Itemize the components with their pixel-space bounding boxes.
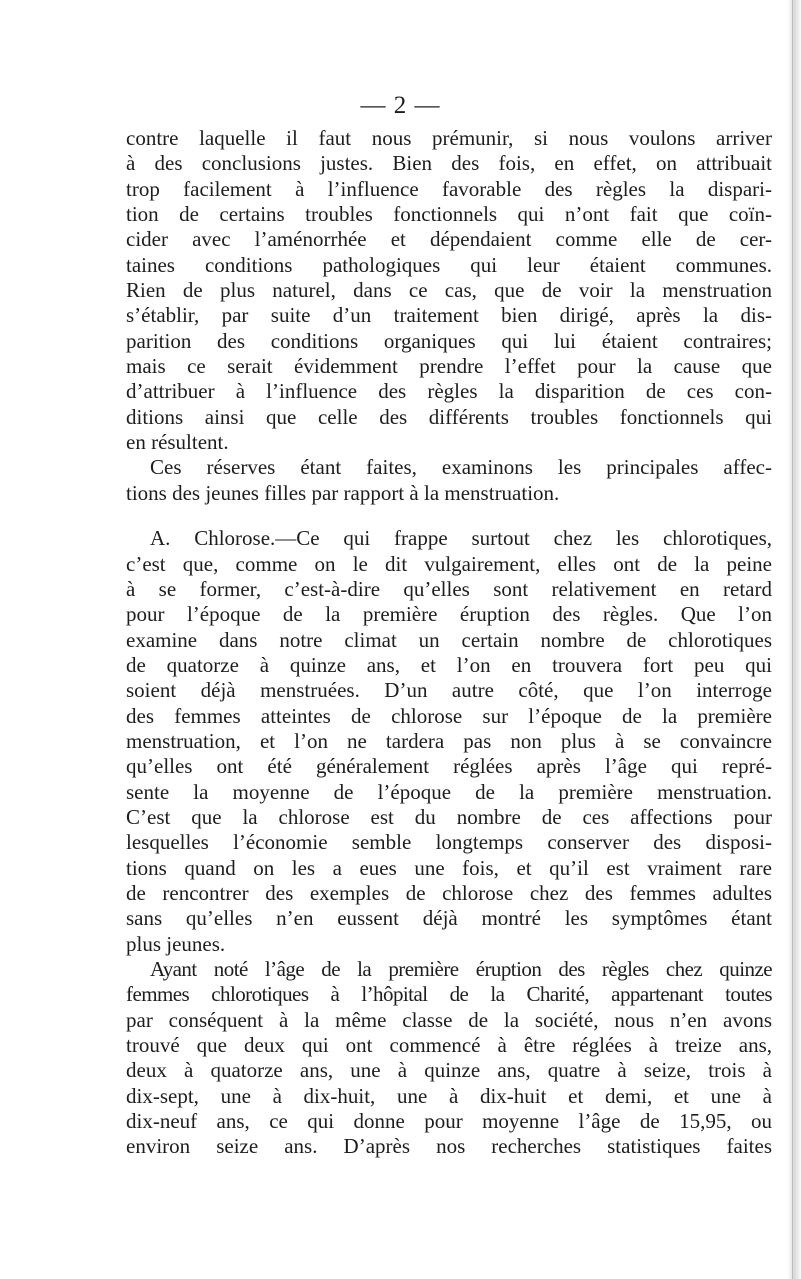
text-line: en résultent.	[126, 430, 229, 455]
text-line: contre laquelle il faut nous prémunir, si nous voulons arriver	[126, 126, 772, 150]
paragraph-1	[126, 126, 772, 455]
text-line: à se former, c’est-à-dire qu’elles sont relativement en retard	[126, 576, 772, 601]
page-number: — 2 —	[360, 92, 441, 119]
text-line: Ces réserves étant faites, examinons les principales affec-	[150, 455, 772, 480]
text-line: trouvé que deux qui ont commencé à être réglées à treize ans,	[126, 1033, 772, 1058]
paragraph-4	[126, 957, 772, 1160]
paragraph-3	[126, 526, 772, 957]
page-edge-shadow	[787, 0, 801, 1279]
paragraph-gap	[126, 506, 772, 526]
text-line: sente la moyenne de l’époque de la première menstruation.	[126, 779, 772, 804]
text-line: deux à quatorze ans, une à quinze ans, quatre à seize, trois à	[126, 1058, 772, 1083]
text-line: tions quand on les a eues une fois, et qu’il est vraiment rare	[126, 855, 772, 880]
text-line: trop facilement à l’influence favorable des règles la dispari-	[126, 176, 772, 201]
text-line: sans qu’elles n’en eussent déjà montré les symptômes étant	[126, 906, 772, 931]
text-line: dix-sept, une à dix-huit, une à dix-huit et demi, et une à	[126, 1083, 772, 1108]
text-line: c’est que, comme on le dit vulgairement, elles ont de la peine	[126, 551, 772, 576]
text-line: d’attribuer à l’influence des règles la disparition de ces con-	[126, 379, 772, 404]
text-line: Ayant noté l’âge de la première éruption des règles chez quinze	[150, 957, 772, 981]
text-line: à des conclusions justes. Bien des fois, en effet, on attribuait	[126, 151, 772, 176]
text-line: ditions ainsi que celle des différents troubles fonctionnels qui	[126, 404, 772, 429]
paragraph-2	[126, 455, 772, 506]
text-line: examine dans notre climat un certain nombre de chlorotiques	[126, 627, 772, 652]
text-line: soient déjà menstruées. D’un autre côté, que l’on interroge	[126, 678, 772, 703]
text-line: tions des jeunes filles par rapport à la menstruation.	[126, 480, 560, 505]
body-text	[126, 126, 772, 1160]
text-line: tion de certains troubles fonctionnels qui n’ont fait que coïn-	[126, 202, 772, 227]
text-line: environ seize ans. D’après nos recherches statistiques faites	[126, 1134, 772, 1159]
page-edge-line	[792, 0, 793, 1279]
text-line: mais ce serait évidemment prendre l’effet pour la cause que	[126, 354, 772, 379]
text-line: femmes chlorotiques à l’hôpital de la Charité, appartenant toutes	[126, 982, 772, 1007]
text-line: pour l’époque de la première éruption des règles. Que l’on	[126, 602, 772, 627]
text-line: A. Chlorose.—Ce qui frappe surtout chez les chlorotiques,	[150, 526, 772, 551]
text-line: taines conditions pathologiques qui leur étaient communes.	[126, 252, 772, 277]
text-line: des femmes atteintes de chlorose sur l’époque de la première	[126, 703, 772, 728]
text-line: C’est que la chlorose est du nombre de ces affections pour	[126, 804, 772, 829]
text-line: parition des conditions organiques qui lui étaient contraires;	[126, 328, 772, 353]
text-line: s’établir, par suite d’un traitement bien dirigé, après la dis-	[126, 303, 772, 328]
text-line: plus jeunes.	[126, 931, 226, 956]
text-line: lesquelles l’économie semble longtemps conserver des disposi-	[126, 830, 772, 855]
text-line: par conséquent à la même classe de la société, nous n’en avons	[126, 1007, 772, 1032]
text-line: dix-neuf ans, ce qui donne pour moyenne l’âge de 15,95, ou	[126, 1109, 772, 1134]
text-line: de rencontrer des exemples de chlorose chez des femmes adultes	[126, 880, 772, 905]
text-line: cider avec l’aménorrhée et dépendaient comme elle de cer-	[126, 227, 772, 252]
text-line: de quatorze à quinze ans, et l’on en trouvera fort peu qui	[126, 652, 772, 677]
text-line: Rien de plus naturel, dans ce cas, que de voir la menstruation	[126, 278, 772, 303]
text-line: qu’elles ont été généralement réglées après l’âge qui repré-	[126, 754, 772, 779]
text-line: menstruation, et l’on ne tardera pas non plus à se convaincre	[126, 728, 772, 753]
